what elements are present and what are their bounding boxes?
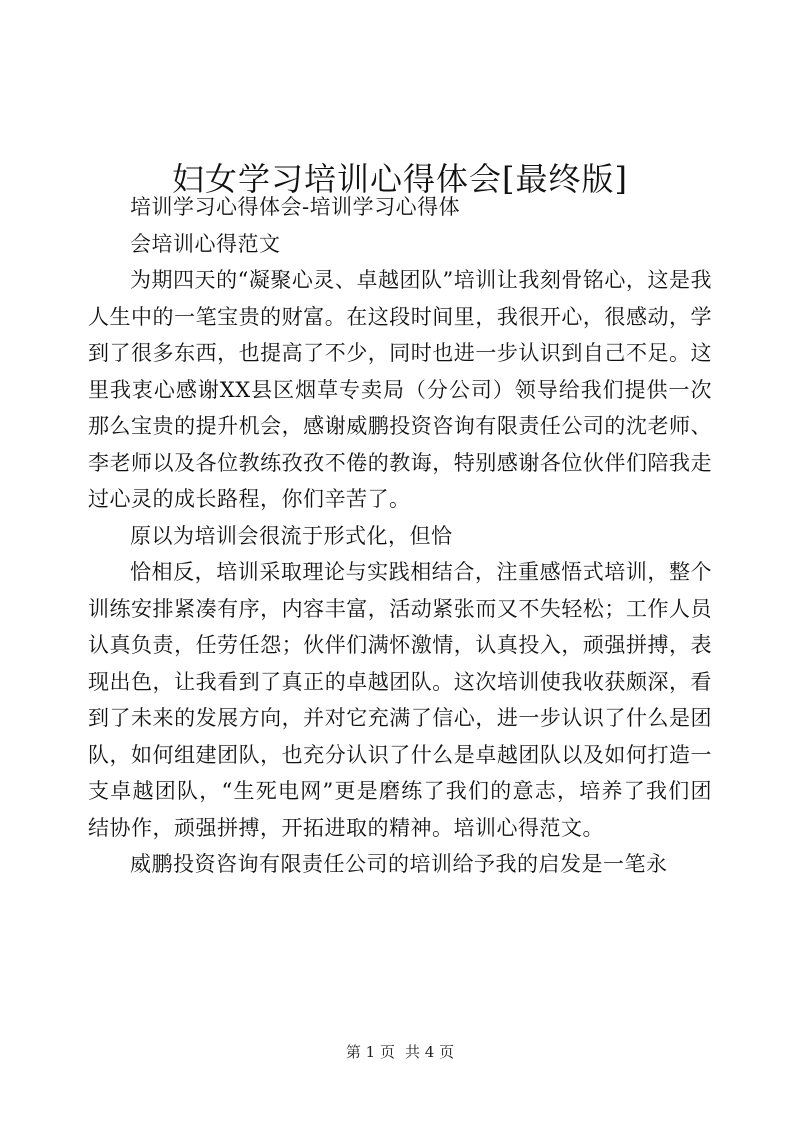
page-number: 第 1 页 (345, 1043, 395, 1061)
page-total: 共 4 页 (405, 1043, 455, 1061)
body-paragraph: 会培训心得范文 (130, 231, 281, 256)
body-paragraph: 恰相反，培训采取理论与实践相结合，注重感悟式培训，整个训练安排紧凑有序，内容丰富，活动紧张而又不失轻松；工作人员认真负责，任劳任怨；伙伴们满怀激情，认真投入，顽强拼搏，表现出色，让我看到了真正的卓越团队。这次培训使我收获颇深，看到了未来的发展方向，并对它充满了信心，进一步认识了什么是团队，如何组建团队，也充分认识了什么是卓越团队以及如何打造一支卓越团队，“生死电网”更是磨练了我们的意志，培养了我们团结协作，顽强拼搏，开拓进取的精神。培训心得范文。 (88, 560, 712, 840)
body-paragraph: 威鹏投资咨询有限责任公司的培训给予我的启发是一笔永 (130, 852, 668, 876)
document-body (88, 189, 712, 883)
document-title: 妇女学习培训心得体会[最终版] (172, 160, 628, 199)
body-paragraph: 原以为培训会很流于形式化，但恰 (130, 523, 453, 548)
page-footer (0, 1042, 800, 1062)
body-paragraph: 培训学习心得体会-培训学习心得体 (130, 195, 461, 219)
body-paragraph: 为期四天的“凝聚心灵、卓越团队”培训让我刻骨铭心，这是我人生中的一笔宝贵的财富。在这段时间里，我很开心，很感动，学到了很多东西，也提高了不少，同时也进一步认识到自己不足。这里我衷心感谢XX县区烟草专卖局（分公司）领导给我们提供一次那么宝贵的提升机会，感谢威鹏投资咨询有限责任公司的沈老师、李老师以及各位教练孜孜不倦的教诲，特别感谢各位伙伴们陪我走过心灵的成长路程，你们辛苦了。 (88, 268, 712, 511)
